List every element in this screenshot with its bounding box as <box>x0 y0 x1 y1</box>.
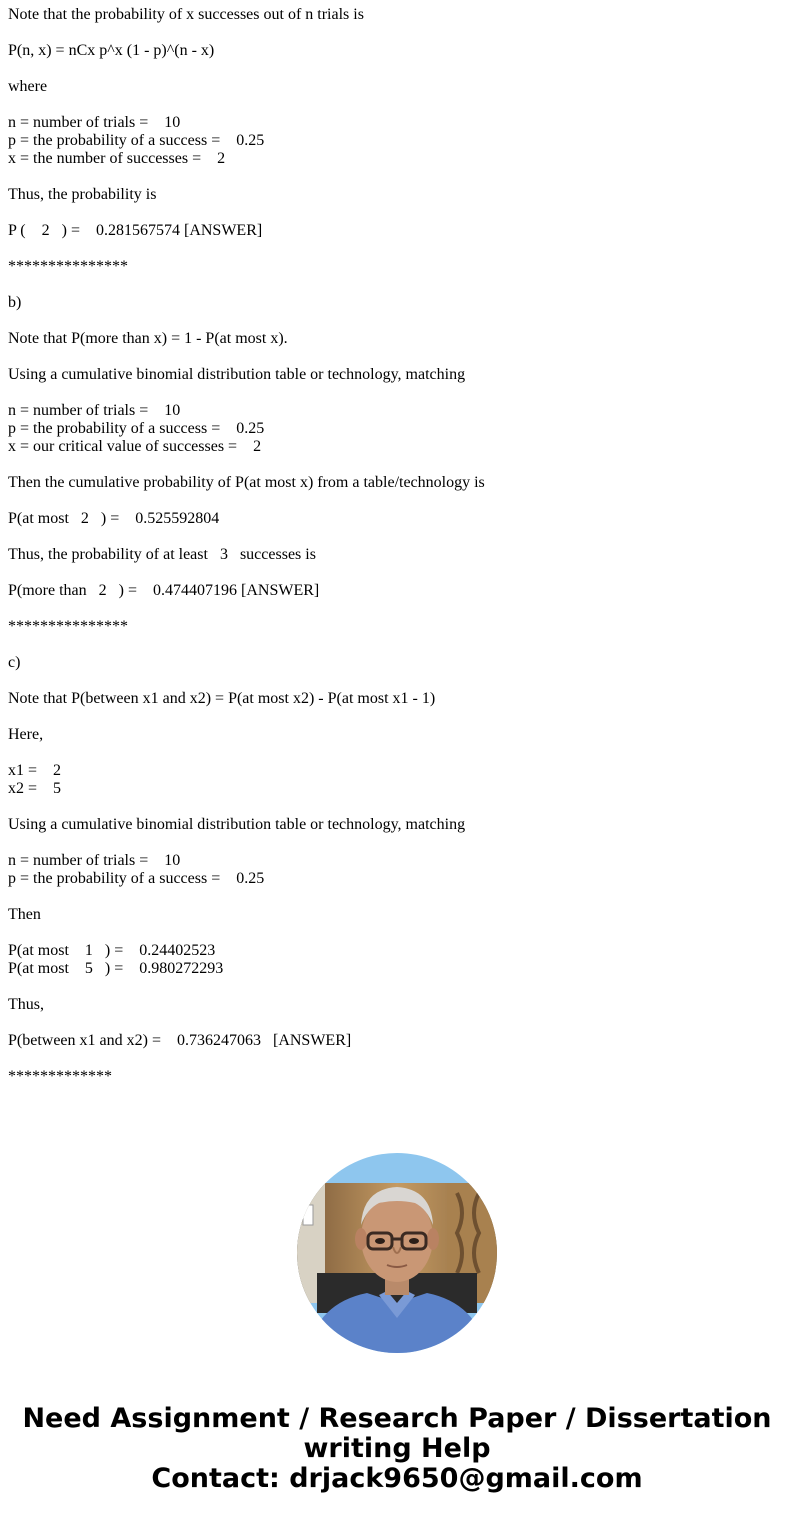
text-line: P(n, x) = nCx p^x (1 - p)^(n - x) <box>8 42 215 59</box>
text-line: p = the probability of a success = 0.25 <box>8 420 265 437</box>
text-line: Thus, <box>8 996 44 1013</box>
text-line: P(at most 1 ) = 0.24402523 <box>8 942 216 959</box>
text-line: Here, <box>8 726 44 743</box>
blank-line <box>8 636 786 654</box>
blank-line <box>8 924 786 942</box>
blank-line <box>8 834 786 852</box>
text-line: n = number of trials = 10 <box>8 402 181 419</box>
text-line: Then <box>8 906 41 923</box>
text-line: P(at most 2 ) = 0.525592804 <box>8 510 220 527</box>
text-line: P ( 2 ) = 0.281567574 [ANSWER] <box>8 222 263 239</box>
blank-line <box>8 168 786 186</box>
blank-line <box>8 312 786 330</box>
blank-line <box>8 528 786 546</box>
text-line: x = the number of successes = 2 <box>8 150 226 167</box>
contact-email: Contact: drjack9650@gmail.com <box>151 1463 643 1494</box>
text-line: P(at most 5 ) = 0.980272293 <box>8 960 224 977</box>
text-line: x2 = 5 <box>8 780 62 797</box>
text-line: P(between x1 and x2) = 0.736247063 [ANSWER] <box>8 1032 352 1049</box>
blank-line <box>8 708 786 726</box>
blank-line <box>8 96 786 114</box>
blank-line <box>8 672 786 690</box>
blank-line <box>8 798 786 816</box>
author-portrait-icon <box>297 1153 497 1353</box>
blank-line <box>8 978 786 996</box>
text-line: Thus, the probability is <box>8 186 157 203</box>
text-line: P(more than 2 ) = 0.474407196 [ANSWER] <box>8 582 320 599</box>
text-line: x = our critical value of successes = 2 <box>8 438 262 455</box>
text-line: Thus, the probability of at least 3 successes is <box>8 546 316 563</box>
blank-line <box>8 24 786 42</box>
blank-line <box>8 348 786 366</box>
promo-line-1: Need Assignment / Research Paper / Dissertation <box>22 1403 772 1434</box>
blank-line <box>8 564 786 582</box>
text-line: Then the cumulative probability of P(at most x) from a table/technology is <box>8 474 485 491</box>
text-line: Note that the probability of x successes out of n trials is <box>8 6 364 23</box>
text-line: ************* <box>8 1068 112 1085</box>
blank-line <box>8 1050 786 1068</box>
blank-line <box>8 456 786 474</box>
blank-line <box>8 600 786 618</box>
text-line: n = number of trials = 10 <box>8 114 181 131</box>
blank-line <box>8 384 786 402</box>
text-line: p = the probability of a success = 0.25 <box>8 132 265 149</box>
blank-line <box>8 276 786 294</box>
blank-line <box>8 60 786 78</box>
text-line: p = the probability of a success = 0.25 <box>8 870 265 887</box>
text-line: Note that P(more than x) = 1 - P(at most x). <box>8 330 288 347</box>
author-avatar <box>297 1153 497 1353</box>
text-line: where <box>8 78 48 95</box>
blank-line <box>8 492 786 510</box>
text-line: *************** <box>8 258 128 275</box>
text-line: b) <box>8 294 22 311</box>
blank-line <box>8 744 786 762</box>
text-line: Note that P(between x1 and x2) = P(at most x2) - P(at most x1 - 1) <box>8 690 436 707</box>
text-line: Using a cumulative binomial distribution table or technology, matching <box>8 816 466 833</box>
solution-text <box>8 6 786 1086</box>
text-line: *************** <box>8 618 128 635</box>
text-line: x1 = 2 <box>8 762 62 779</box>
blank-line <box>8 888 786 906</box>
blank-line <box>8 1014 786 1032</box>
text-line: Using a cumulative binomial distribution table or technology, matching <box>8 366 466 383</box>
promo-footer <box>0 1404 794 1494</box>
text-line: n = number of trials = 10 <box>8 852 181 869</box>
blank-line <box>8 240 786 258</box>
blank-line <box>8 204 786 222</box>
promo-line-2: writing Help <box>303 1433 491 1464</box>
text-line: c) <box>8 654 21 671</box>
